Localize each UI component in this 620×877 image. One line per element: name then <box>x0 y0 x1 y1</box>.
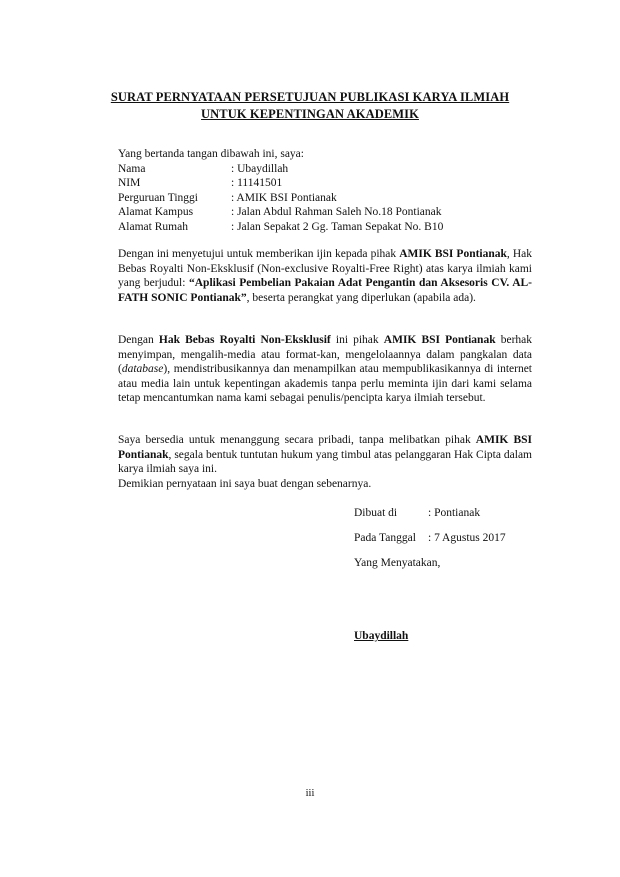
para3-institution: AMIK BSI Pontianak <box>118 434 533 461</box>
page-number: iii <box>305 788 315 799</box>
identity-label: Alamat Kampus <box>118 206 194 219</box>
place-value: : Pontianak <box>428 507 481 519</box>
paragraph-rights <box>118 333 532 406</box>
identity-label: NIM <box>118 177 141 190</box>
para1-text-a: Dengan ini menyetujui untuk memberikan ijin kepada pihak <box>118 248 400 260</box>
date-label: Pada Tanggal <box>354 532 416 544</box>
identity-value: : Jalan Abdul Rahman Saleh No.18 Pontianak <box>231 206 442 219</box>
title-line-2: UNTUK KEPENTINGAN AKADEMIK <box>201 107 419 121</box>
para2-institution: AMIK BSI Pontianak <box>383 334 496 346</box>
intro-text: Yang bertanda tangan dibawah ini, saya: <box>118 148 304 160</box>
para2-text-c: ini pihak <box>330 334 384 346</box>
date-value: : 7 Agustus 2017 <box>428 532 506 544</box>
title-line-1: SURAT PERNYATAAN PERSETUJUAN PUBLIKASI KARYA ILMIAH <box>110 90 510 104</box>
identity-row-campus-address <box>118 205 532 220</box>
identity-value: : 11141501 <box>231 177 283 190</box>
paragraph-consent <box>118 247 532 305</box>
para2-text-g: ), mendistribusikannya dan menampilkan atau mempublikasikannya di internet atau media lain untuk kepentingan akademis tanpa perlu meminta ijin dari kami selama tetap mencantumkan nama kami sebagai penulis/pencipta karya ilmiah tersebut. <box>118 363 532 405</box>
identity-row-home-address <box>118 220 532 235</box>
identity-label: Alamat Rumah <box>118 220 188 233</box>
para1-institution: AMIK BSI Pontianak <box>399 248 507 260</box>
identity-value: : Jalan Sepakat 2 Gg. Taman Sepakat No. B10 <box>231 220 444 233</box>
para1-work-title: “Aplikasi Pembelian Pakaian Adat Pengantin dan Aksesoris CV. AL-FATH SONIC Pontianak” <box>118 277 532 304</box>
signer-name: Ubaydillah <box>354 630 409 642</box>
para2-text-e: berhak menyimpan, mengalih-media atau format-kan, mengelolaannya dalam pangkalan data ( <box>118 334 533 376</box>
para2-rights-term: Hak Bebas Royalti Non-Eksklusif <box>158 334 331 346</box>
para3-text-c: , segala bentuk tuntutan hukum yang timbul atas pelanggaran Hak Cipta dalam karya ilmiah saya ini. <box>118 448 532 476</box>
identity-value: : AMIK BSI Pontianak <box>231 191 337 204</box>
identity-label: Nama <box>118 162 146 175</box>
para2-text-a: Dengan <box>118 334 159 346</box>
identity-label: Perguruan Tinggi <box>118 191 198 204</box>
identity-row-nim <box>118 176 532 191</box>
closing-text: Demikian pernyataan ini saya buat dengan sebenarnya. <box>118 478 372 490</box>
identity-row-university <box>118 191 532 206</box>
para1-text-c: , Hak Bebas Royalti Non-Eksklusif (Non-exclusive Royalti-Free Right) atas karya ilmiah kami yang berjudul: <box>118 248 532 290</box>
identity-row-name <box>118 162 532 177</box>
identity-value: : Ubaydillah <box>231 162 289 175</box>
statement-text: Yang Menyatakan, <box>354 557 441 569</box>
para1-text-e: , beserta perangkat yang diperlukan (apabila ada). <box>246 291 476 304</box>
paragraph-liability <box>118 433 532 477</box>
para2-database-term: database <box>121 363 164 376</box>
identity-block <box>118 147 532 235</box>
para3-text-a: Saya bersedia untuk menanggung secara pribadi, tanpa melibatkan pihak <box>118 434 476 446</box>
place-label: Dibuat di <box>354 507 398 519</box>
